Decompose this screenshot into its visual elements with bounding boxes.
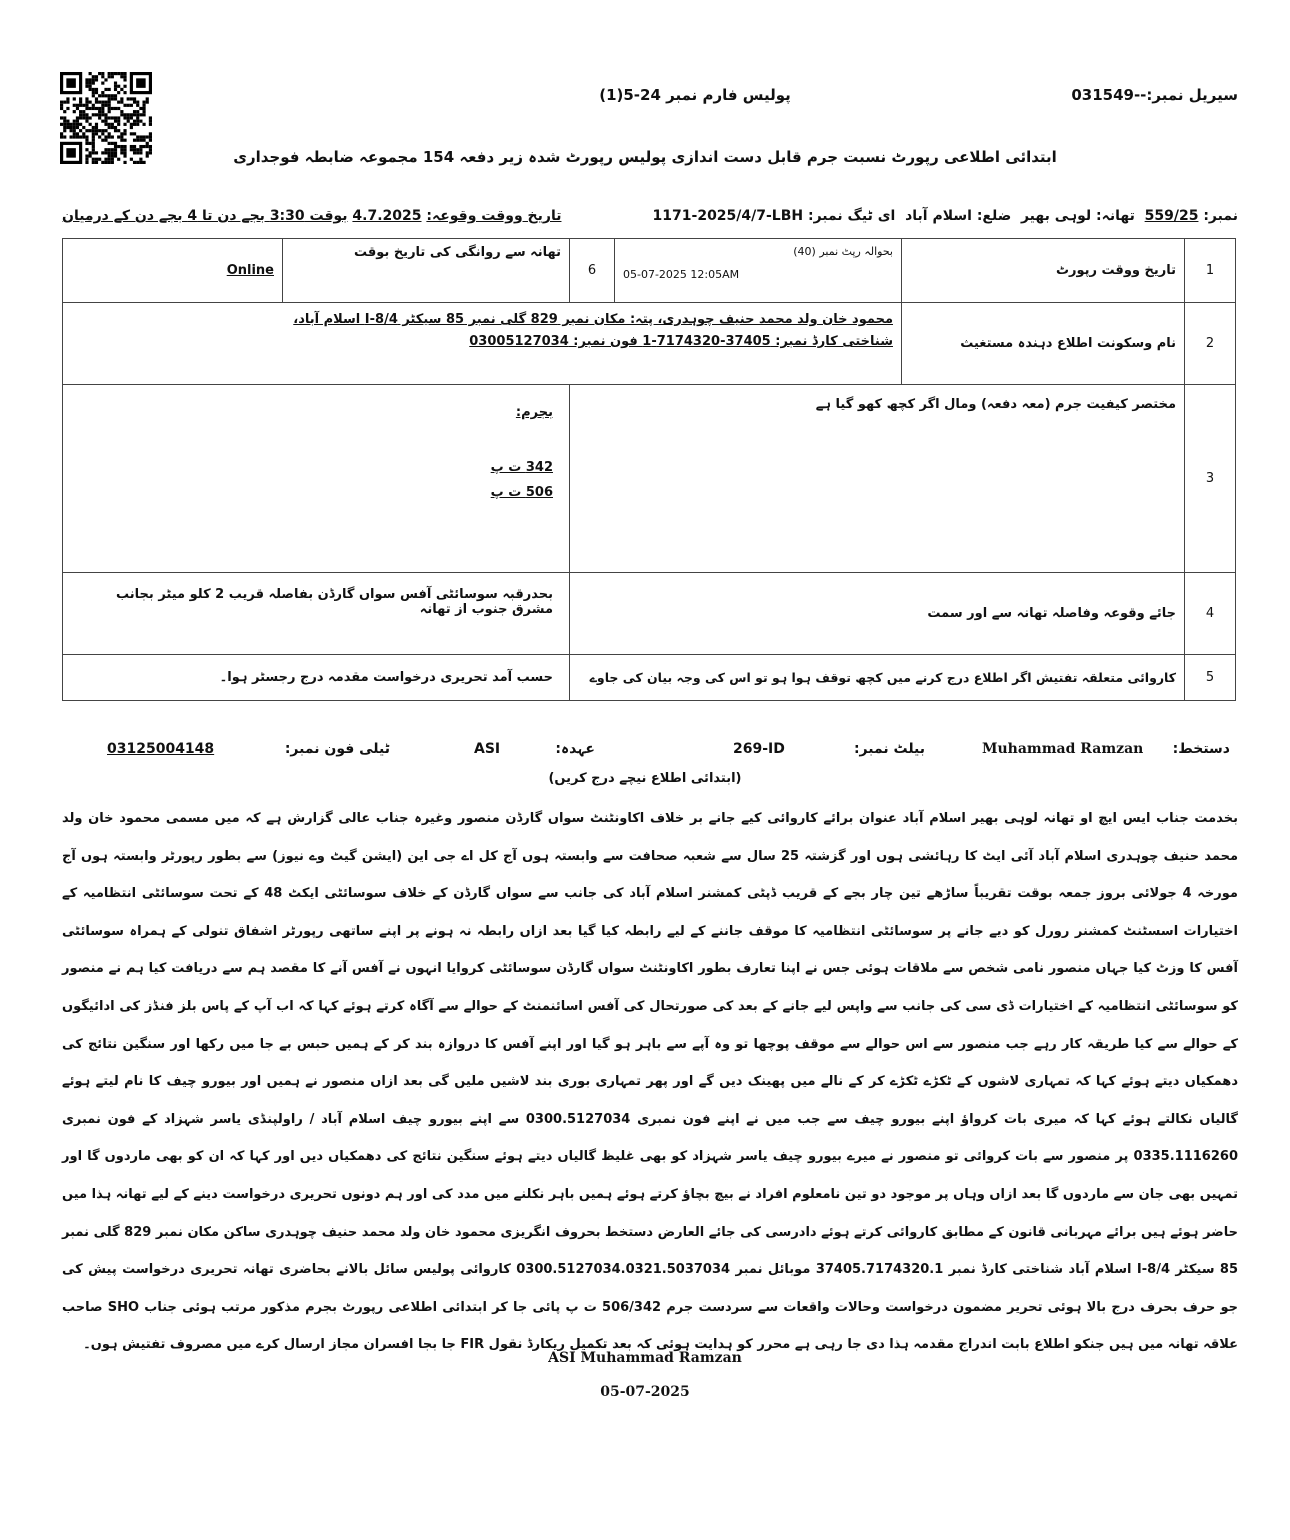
action-value: حسب آمد تحریری درخواست مقدمہ درج رجسٹر ہوا۔ — [63, 655, 570, 701]
signature-label: دستخط: — [1172, 741, 1230, 757]
complainant-cnic-phone: شناختی کارڈ نمبر: 37405-7174320-1 فون نمبر: 03005127034 — [469, 334, 893, 349]
footer-date: 05-07-2025 — [600, 1384, 690, 1400]
narrative-text: بخدمت جناب ایس ایچ او تھانہ لوہی بھیر اسلام آباد عنوان برائے کاروائی کیے جانے بر خلاف اکاونٹنٹ سواں گارڈن منصور وغیرہ جناب عالی گزارش ہے کہ میں مسمی محمود خان ولد محمد حنیف چوہدری اسلام آباد آئی ایٹ کا رہائشی ہوں اور گزشتہ 25 سال سے شعبہ صحافت سے وابستہ ہوں آج کل اے جی این (ایشن گیٹ وے نیوز) سے بطور رپورٹر وابستہ ہوں آج مورخہ 4 جولائی بروز جمعہ بوقت تقریباً ساڑھے تین چار بجے کے قریب ڈپٹی کمشنر اسلام آباد کی جانب سے سواں گارڈن کے خلاف سوسائٹی ایکٹ 48 کے تحت سوسائٹی انتظامیہ کے اختیارات اسسٹنٹ کمشنر رورل کو دیے جانے پر سوسائٹی انتظامیہ کا موقف جاننے کے لیے رابطہ کیا گیا بعد ازاں رابطہ نہ ہونے پر اپنے ساتھی رپورٹر اشفاق تنولی کے ہمراہ سوسائٹی آفس کا وزٹ کیا جہاں منصور نامی شخص سے ملاقات ہوئی جس نے اپنا تعارف بطور اکاونٹنٹ سواں گارڈن سوسائٹی کروایا انہوں نے آفس آنے کا مقصد ہم سے دریافت کیا ہم نے منصور کو سوسائٹی انتظامیہ کے اختیارات ڈی سی کی جانب سے واپس لیے جانے کے بعد کی صورتحال کی آفس اسائنمنٹ کے حوالے سے آگاہ کرتے ہوئے کہا کہ اب آپ کے پاس بلز فنڈز کی ادائیگوں کے حوالے سے کیا طریقہ کار رہے جب منصور سے اس حوالے سے موقف پوچھا تو وہ آپے سے باہر ہو گیا اور اپنے آفس کا دروازہ بند کر کے ہمیں حبس بے جا میں رکھا اور سنگین نتائج کی دھمکیاں دیتے ہوئے کہا کہ تمہاری لاشوں کے ٹکڑے ٹکڑے کر کے نالے میں پھینک دیں گے اور پھر تمہاری بوری بند لاشیں ملیں گی بعد ازاں منصور نے ہمیں اور بیورو چیف کا نام لیتے ہوئے گالیاں نکالتے ہوئے کہا کہ میری بات کرواؤ اپنے بیورو چیف سے جب میں نے اپنے فون نمبری 0300.5127034 سے اپنے بیورو چیف اسلام آباد / راولپنڈی یاسر شہزاد کے فون نمبری 0335.1116260 پر منصور سے بات کروائی تو منصور نے میرے بیورو چیف یاسر شہزاد کو بھی غلیظ گالیاں دیتے ہوئے سنگین نتائج کی دھمکیاں دیں اور کہا کہ ان کو بھی ماردوں گا اور تمہیں بھی جان سے ماردوں گا بعد ازاں وہاں پر موجود دو تین نامعلوم افراد نے بیچ بچاؤ کرتے ہوئے ہمیں باہر نکلنے میں مدد کی اور ہم دونوں تحریری درخواست دینے کے لیے تھانہ ہذا میں حاضر ہوئے ہیں برائے مہربانی قانون کے مطابق کاروائی کرتے ہوئے دادرسی کی جائے العارض دستخط بحروف انگریزی محمود خان ولد محمد حنیف چوہدری ساکن مکان نمبر 829 گلی نمبر 85 سیکٹر I-8/4 اسلام آباد شناختی کارڈ نمبر 37405.7174320.1 موبائل نمبر 0300.5127034.0321.5037034 کاروائی پولیس سائل بالانے بحاضری تھانہ تحریری درخواست پیش کی جو حرف بحرف درج بالا ہوئی تحریر مضمون درخواست وحالات واقعات سے سردست جرم 506/342 ت پ پائی جا کر ابتدائی اطلاعی رپورٹ بجرم مذکور مرتب ہوئی جناب SHO صاحب علاقہ تھانہ میں ہیں جنکو اطلاع بابت اندراج مقدمہ ہذا دی جا رہی ہے محرر کو ہدایت ہوئی کہ بعد تکمیل ریکارڈ نقول FIR جا بجا افسران مجاز ارسال کرے میں مصروف تفتیش ہوں۔ — [62, 811, 1239, 1353]
fir-label: نمبر: — [1203, 208, 1238, 224]
row-number: 4 — [1185, 573, 1236, 655]
row-number: 5 — [1185, 655, 1236, 701]
departure-label: تھانہ سے روانگی کی تاریخ بوقت — [283, 239, 570, 303]
table-row-report-time — [63, 239, 1236, 303]
footer-officer: ASI Muhammad Ramzan — [548, 1350, 742, 1366]
report-time-value — [615, 239, 902, 303]
table-row-crime — [63, 385, 1236, 573]
occurrence-time: بوقت 3:30 بجے دن تا 4 بجے دن کے درمیان — [62, 208, 348, 224]
complainant-details — [63, 303, 902, 385]
row-number: 2 — [1185, 303, 1236, 385]
complainant-label: نام وسکونت اطلاع دہندہ مستغیث — [902, 303, 1185, 385]
report-time-label: تاریخ ووقت رپورٹ — [902, 239, 1185, 303]
occurrence-date: 4.7.2025 — [352, 208, 422, 224]
rank: ASI — [474, 741, 501, 757]
fir-number: 559/25 — [1144, 208, 1199, 224]
district-label: ضلع: — [976, 208, 1012, 224]
report-reference: بحوالہ رپٹ نمبر (40) — [793, 245, 893, 258]
belt-label: بیلٹ نمبر: — [853, 741, 925, 757]
crime-details — [63, 385, 570, 573]
elog-number: 1171-2025/4/7-LBH — [652, 208, 804, 224]
table-row-place — [63, 573, 1236, 655]
row-number-6: 6 — [570, 239, 615, 303]
crime-section-342: 342 ت پ — [490, 460, 553, 475]
crime-label: مختصر کیفیت جرم (معہ دفعہ) ومال اگر کچھ کھو گیا ہے — [570, 385, 1185, 573]
serial-number: سیریل نمبر:--031549 — [1071, 86, 1238, 104]
place-value: بحدرقبہ سوسائٹی آفس سواں گارڈن بفاصلہ قریب 2 کلو میٹر بجانب مشرق جنوب از تھانہ — [63, 573, 570, 655]
station-label: تھانہ: — [1096, 208, 1135, 224]
belt-number: 269-ID — [733, 741, 785, 757]
phone-label: ٹیلی فون نمبر: — [284, 741, 390, 757]
departure-value: Online — [63, 239, 283, 303]
fir-table — [62, 238, 1236, 701]
table-row-complainant — [63, 303, 1236, 385]
rank-label: عہدہ: — [555, 741, 595, 757]
occurrence-label: تاریخ ووقت وقوعہ: — [426, 208, 562, 224]
report-datetime: 05-07-2025 12:05AM — [623, 268, 740, 281]
row-number: 3 — [1185, 385, 1236, 573]
row-number: 1 — [1185, 239, 1236, 303]
crime-heading: بجرم: — [515, 405, 553, 420]
qr-code — [60, 72, 152, 164]
complainant-address: محمود خان ولد محمد حنیف چوہدری، پتہ: مکان نمبر 829 گلی نمبر 85 سیکٹر I-8/4 اسلام آباد، — [293, 312, 893, 327]
district-name: اسلام آباد — [905, 208, 972, 224]
action-label: کاروائی متعلقہ تفتیش اگر اطلاع درج کرنے میں کچھ توقف ہوا ہو تو اس کی وجہ بیان کی جاوے — [570, 655, 1185, 701]
form-number: پولیس فارم نمبر 24-5(1) — [599, 86, 791, 104]
fir-info-line — [653, 208, 1238, 224]
occurrence-datetime — [62, 208, 561, 224]
elog-label: ای ٹیگ نمبر: — [808, 208, 896, 224]
station-name: لوہی بھیر — [1020, 208, 1092, 224]
narrative-heading: (ابتدائی اطلاع نیچے درج کریں) — [548, 771, 742, 786]
place-label: جائے وقوعہ وفاصلہ تھانہ سے اور سمت — [570, 573, 1185, 655]
document-title: ابتدائی اطلاعی رپورٹ نسبت جرم قابل دست اندازی پولیس رپورٹ شدہ زیر دفعہ 154 مجموعہ ضابطہ فوجداری — [233, 148, 1057, 166]
table-row-action — [63, 655, 1236, 701]
crime-section-506: 506 ت پ — [490, 485, 553, 500]
phone-number: 03125004148 — [107, 741, 215, 757]
officer-name: Muhammad Ramzan — [982, 741, 1144, 757]
